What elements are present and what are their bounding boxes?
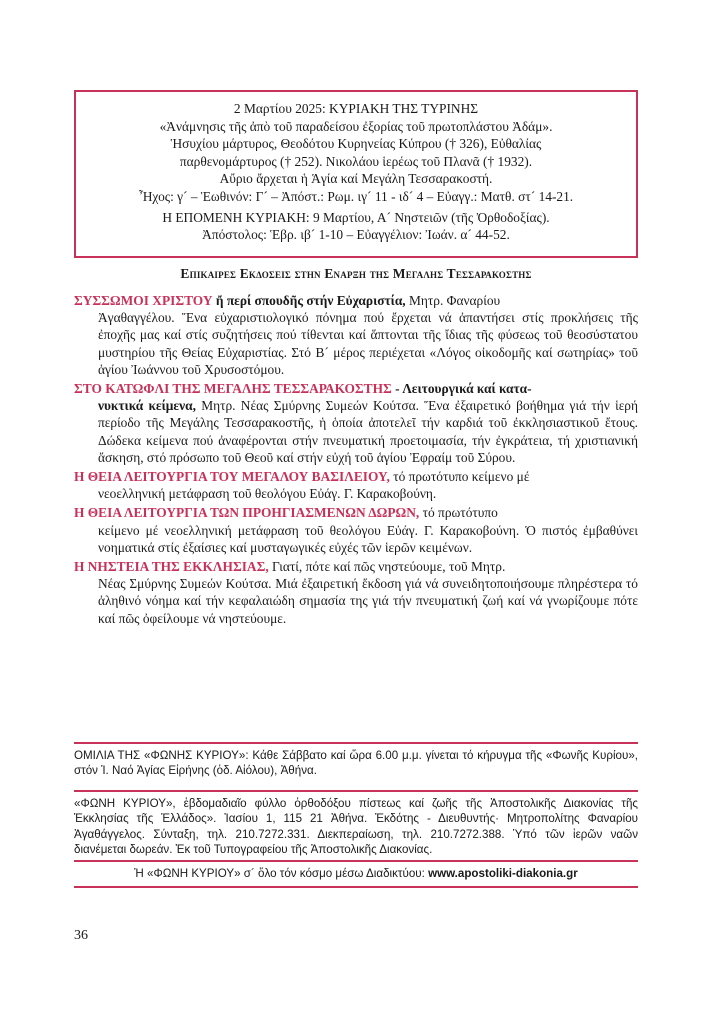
publication-author: Γιατί, πότε καί πῶς νηστεύουμε, τοῦ Μητρ. [268,559,506,575]
website-link[interactable]: www.apostoliki-diakonia.gr [428,867,578,880]
website-note [74,866,638,881]
website-text: Ἡ «ΦΩΝΗ ΚΥΡΙΟΥ» σ´ ὅλο τόν κόσμο μέσω Διαδικτύου: [134,867,429,880]
publication-entry [74,558,638,627]
box-date-line: 2 Μαρτίου 2025: ΚΥΡΙΑΚΗ ΤΗΣ ΤΥΡΙΝΗΣ [233,101,479,116]
publications-list [74,292,638,629]
publication-title: ΣΥΣΣΩΜΟΙ ΧΡΙΣΤΟΥ [74,293,213,308]
publication-entry [74,292,638,378]
publication-subtitle: - Λειτουργικά καί κατα- [391,381,532,397]
publication-entry [74,504,638,556]
divider [74,886,638,888]
publication-entry [74,468,638,502]
box-saints-1: Ἡσυχίου μάρτυρος, Θεοδότου Κυρηνείας Κύπρου († 326), Εὐθαλίας [170,136,542,152]
publication-description-wrap [74,397,638,466]
divider [74,860,638,862]
publication-title: Η ΘΕΙΑ ΛΕΙΤΟΥΡΓΙΑ ΤΩΝ ΠΡΟΗΓΙΑΣΜΕΝΩΝ ΔΩΡΩΝ, [74,505,420,521]
publication-description: Μητρ. Νέας Σμύρνης Συμεών Κούτσα. Ἕνα ἐξαιρετικό βοήθημα γιά τήν ἱερή περίοδο τῆς Μεγάλης Τεσσαρακοστῆς, ἡ ὁποία ἀποτελεῖ τήν καρδιά τοῦ ἐκκλησιαστικοῦ ἔτους. Δώδεκα κείμενα πού ἀναφέρονται στήν πνευματική προετοιμασία, τήν ἐγκράτεια, τή χριστιανική ἄσκηση, στό πρόσωπο τοῦ Θεοῦ καί στήν εὐχή τοῦ ἁγίου Ἐφραίμ τοῦ Σύρου. [98,398,638,465]
publication-entry [74,380,638,466]
publication-subtitle-cont: νυκτικά κείμενα, [98,398,196,414]
publication-description: Νέας Σμύρνης Συμεών Κούτσα. Μιά ἐξαιρετική ἔκδοση γιά νά συνειδητοποιήσουμε πληρέστερα τό ἀληθινό νόημα καί τήν κεφαλαιώδη σημασία της γιά τήν πνευματική ζωή καί νά γνωρίζουμε πότε καί πῶς ὀφείλουμε νά νηστεύουμε. [98,576,638,626]
sunday-info-box [74,90,638,258]
publication-title: Η ΘΕΙΑ ΛΕΙΤΟΥΡΓΙΑ ΤΟΥ ΜΕΓΑΛΟΥ ΒΑΣΙΛΕΙΟΥ, [74,469,390,485]
publication-author: Μητρ. Φαναρίου [405,293,501,308]
divider [74,742,638,744]
publication-author: τό πρωτότυπο [419,505,498,521]
box-commemoration: «Ἀνάμνησις τῆς ἀπὸ τοῦ παραδείσου ἐξορίας τοῦ πρωτοπλάστου Ἀδάμ». [159,118,553,134]
box-readings: Ἦχος: γ´ – Ἑωθινόν: Γ´ – Ἀπόστ.: Ρωμ. ιγ´ 11 - ιδ´ 4 – Εὐαγγ.: Ματθ. στ´ 14-21. [138,188,574,204]
publication-description: κείμενο μέ νεοελληνική μετάφραση τοῦ θεολόγου Εὐάγ. Γ. Καρακοβούνη. Ὁ πιστός ἐμβαθύνει νοηματικά στίς ἐξαίσιες καί μυσταγωγικές εὐχές τῶν ἱερῶν κειμένων. [98,522,638,555]
section-title: Επικαιρες Εκδοσεις στην Εναρξη της Μεγαλης Τεσσαρακοστης [180,266,532,281]
box-next-readings: Ἀπόστολος: Ἑβρ. ιβ´ 1-10 – Εὐαγγέλιον: Ἰωάν. α´ 44-52. [202,227,510,243]
publisher-note: «ΦΩΝΗ ΚΥΡΙΟΥ», ἑβδομαδιαῖο φύλλο ὀρθοδόξου πίστεως καί ζωῆς τῆς Ἀποστολικῆς Διακονίας τῆς Ἐκκλησίας τῆς Ἑλλάδος». Ἰασίου 1, 115 21 Ἀθήνα. Ἐκδότης - Διευθυντής· Μητροπολίτης Φαναρίου Ἀγαθάγγελος. Σύνταξη, τηλ. 210.7272.331. Διεκπεραίωση, τηλ. 210.7272.388. Ὑπό τῶν ἱερῶν ναῶν διανέμεται δωρεάν. Ἐκ τοῦ Τυπογραφείου τῆς Ἀποστολικῆς Διακονίας. [74,797,638,857]
box-saints-2: παρθενομάρτυρος († 252). Νικολάου ἱερέως τοῦ Πλανᾶ († 1932). [179,153,533,169]
publication-title: ΣΤΟ ΚΑΤΩΦΛΙ ΤΗΣ ΜΕΓΑΛΗΣ ΤΕΣΣΑΡΑΚΟΣΤΗΣ [74,381,392,397]
publication-description: Ἀγαθαγγέλου. Ἕνα εὐχαριστιολογικό πόνημα πού ἔρχεται νά ἀπαντήσει στίς προκλήσεις τῆς ἐποχῆς μας καί στίς συζητήσεις πού τίθενται καί ἅπτονται τῆς ἴδιας τῆς φύσεως τοῦ θεοσύστατου μυστηρίου τῆς Θείας Εὐχαριστίας. Στό Β´ μέρος περιέχεται «Λόγος οἰκοδομῆς καί σωτηρίας» τοῦ ἁγίου Ἰωάννου τοῦ Χρυσοστόμου. [98,310,638,377]
divider [74,790,638,792]
publication-title: Η ΝΗΣΤΕΙΑ ΤΗΣ ΕΚΚΛΗΣΙΑΣ, [74,559,269,575]
publication-subtitle: ἤ περί σπουδῆς στήν Εὐχαριστία, [212,293,406,308]
page-number: 36 [74,928,88,943]
publication-author: τό πρωτότυπο κείμενο μέ [389,469,530,485]
publication-description: νεοελληνική μετάφραση τοῦ θεολόγου Εὐάγ. Γ. Καρακοβούνη. [98,486,437,502]
homily-note: ΟΜΙΛΙΑ ΤΗΣ «ΦΩΝΗΣ ΚΥΡΙΟΥ»: Κάθε Σάββατο καί ὥρα 6.00 μ.μ. γίνεται τό κήρυγμα τῆς «Φωνῆς Κυρίου», στόν Ἱ. Ναό Ἁγίας Εἰρήνης (ὁδ. Αἰόλου), Ἀθήνα. [74,749,638,778]
box-lent-start: Αὔριο ἄρχεται ἡ Ἁγία καί Μεγάλη Τεσσαρακοστή. [219,171,493,187]
box-next-sunday: Η ΕΠΟΜΕΝΗ ΚΥΡΙΑΚΗ: 9 Μαρτίου, Α´ Νηστειῶν (τῆς Ὀρθοδοξίας). [162,209,550,225]
